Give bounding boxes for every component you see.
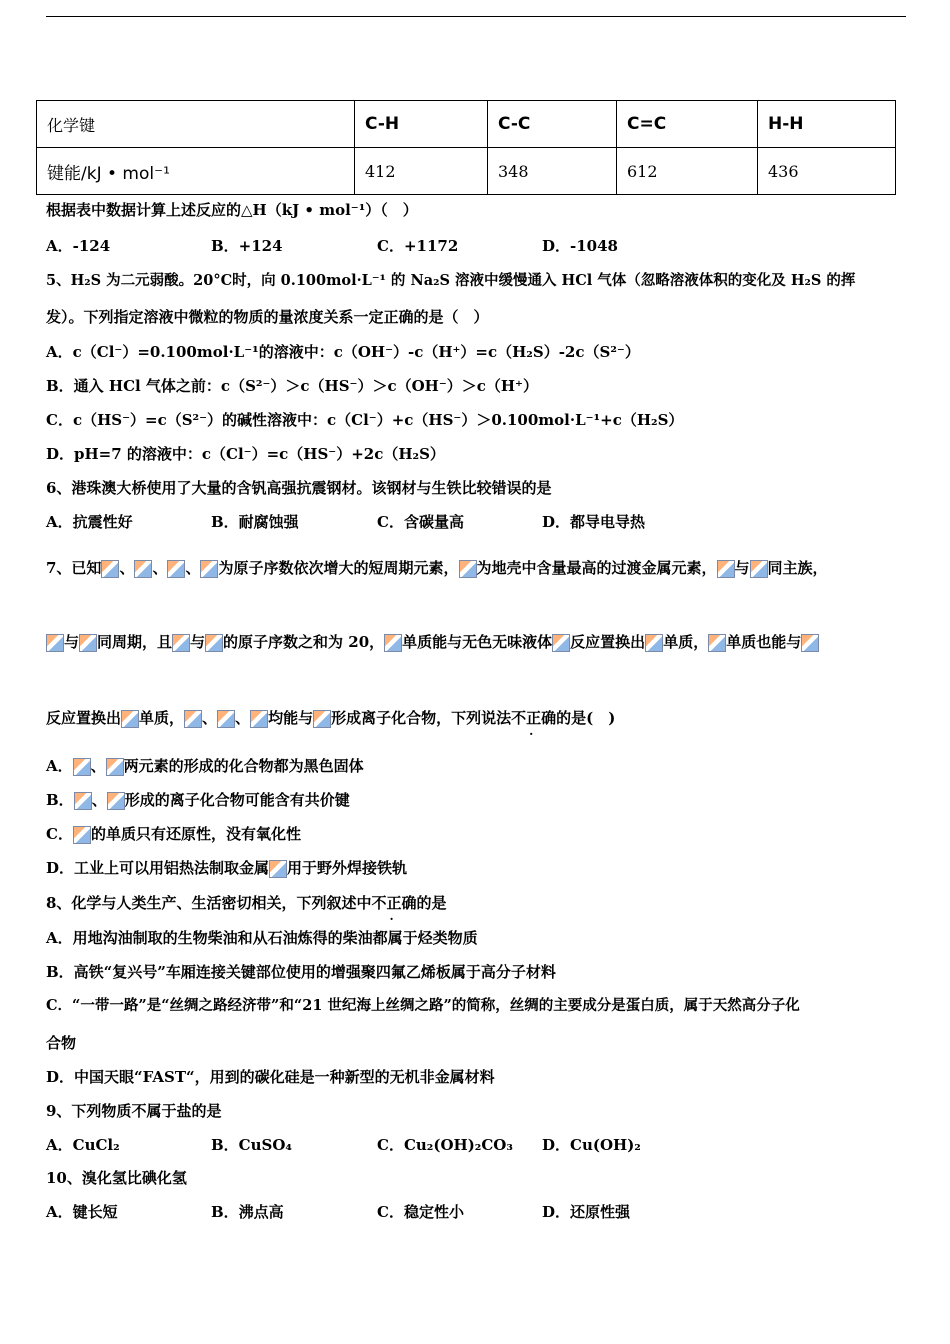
q4-option-d: D．-1048	[542, 237, 618, 255]
broken-image-icon	[134, 560, 152, 578]
q9-option-d: D．Cu(OH)₂	[542, 1136, 641, 1154]
table-cell: 化学键	[37, 101, 355, 148]
broken-image-icon	[552, 634, 570, 652]
broken-image-icon	[750, 560, 768, 578]
q7-text: 、	[90, 757, 106, 775]
broken-image-icon	[106, 758, 124, 776]
broken-image-icon	[708, 634, 726, 652]
table-cell: C=C	[617, 101, 758, 148]
q7-text: 单质也能与	[726, 633, 802, 651]
q8-option-b: B．高铁“复兴号”车厢连接关键部位使用的增强聚四氟乙烯板属于高分子材料	[46, 963, 556, 981]
q7-stem-line3	[46, 708, 615, 728]
q4-option-a: A．-124	[46, 237, 111, 255]
broken-image-icon	[167, 560, 185, 578]
q7-option-b	[46, 790, 350, 810]
table-cell: 412	[355, 148, 488, 195]
q9-option-b: B．CuSO₄	[211, 1136, 292, 1154]
broken-image-icon	[74, 792, 92, 810]
q4-stem: 根据表中数据计算上述反应的△H（kJ • mol⁻¹）（ ）	[46, 201, 418, 219]
q7-text: 反应置换出	[570, 633, 646, 651]
broken-image-icon	[801, 634, 819, 652]
option-label: C．	[46, 825, 73, 843]
q7-text: 反应置换出	[46, 709, 122, 727]
q10-option-d: D．还原性强	[542, 1203, 631, 1221]
q7-text: 单质，	[139, 709, 185, 727]
q7-text: 、	[91, 791, 107, 809]
broken-image-icon	[79, 634, 97, 652]
q10-option-c: C．稳定性小	[377, 1203, 464, 1221]
q7-text: 、	[235, 709, 251, 727]
q7-text: 同周期，且	[97, 633, 173, 651]
q10-stem: 10、溴化氢比碘化氢	[46, 1169, 187, 1187]
q9-stem: 9、下列物质不属于盐的是	[46, 1102, 222, 1120]
q7-stem-line1	[46, 558, 828, 578]
q5-option-d: D．pH=7 的溶液中：c（Cl⁻）=c（HS⁻）+2c（H₂S）	[46, 445, 445, 463]
q8-text: 8、化学与人类生产、生活密切相关，下列叙述中	[46, 894, 372, 912]
q7-text: 与	[190, 633, 206, 651]
q7-text: 、	[185, 559, 201, 577]
q7-text: 、	[202, 709, 218, 727]
q5-option-a: A．c（Cl⁻）=0.100mol·L⁻¹的溶液中：c（OH⁻）-c（H⁺）=c（H₂S）-2c（S²⁻）	[46, 343, 640, 361]
option-text: 用于野外焊接铁轨	[287, 859, 408, 877]
emphasis-text: 不正确	[511, 709, 557, 727]
table-cell: 436	[758, 148, 896, 195]
header-rule	[46, 16, 906, 17]
q4-option-c: C．+1172	[377, 237, 459, 255]
q7-text: 单质，	[663, 633, 709, 651]
q5-option-c: C．c（HS⁻）=c（S²⁻）的碱性溶液中：c（Cl⁻）+c（HS⁻）＞0.100mol·L⁻¹+c（H₂S）	[46, 411, 684, 429]
q5-stem-line2: 发）。下列指定溶液中微粒的物质的量浓度关系一定正确的是（ ）	[46, 308, 489, 326]
q7-text: 为地壳中含量最高的过渡金属元素，	[476, 559, 717, 577]
table-cell: C-C	[488, 101, 617, 148]
broken-image-icon	[46, 634, 64, 652]
q7-text: 与	[734, 559, 750, 577]
q6-option-a: A．抗震性好	[46, 513, 133, 531]
q8-option-d: D．中国天眼“FAST“，用到的碳化硅是一种新型的无机非金属材料	[46, 1068, 495, 1086]
q8-option-a: A．用地沟油制取的生物柴油和从石油炼得的柴油都属于烃类物质	[46, 929, 478, 947]
broken-image-icon	[250, 710, 268, 728]
q9-option-a: A．CuCl₂	[46, 1136, 120, 1154]
broken-image-icon	[200, 560, 218, 578]
q7-text: 均能与	[268, 709, 314, 727]
broken-image-icon	[717, 560, 735, 578]
q9-option-c: C．Cu₂(OH)₂CO₃	[377, 1136, 513, 1154]
q8-text: 的是	[416, 894, 447, 912]
table-header-row	[37, 101, 896, 148]
q7-option-a	[46, 756, 364, 776]
q7-text: 7、已知	[46, 559, 102, 577]
q6-option-c: C．含碳量高	[377, 513, 464, 531]
table-cell: C-H	[355, 101, 488, 148]
broken-image-icon	[107, 792, 125, 810]
table-row	[37, 148, 896, 195]
q8-option-c-line2: 合物	[46, 1034, 77, 1052]
q7-stem-line2	[46, 632, 819, 652]
broken-image-icon	[313, 710, 331, 728]
broken-image-icon	[459, 560, 477, 578]
broken-image-icon	[121, 710, 139, 728]
q7-text: 单质能与无色无味液体	[402, 633, 553, 651]
broken-image-icon	[384, 634, 402, 652]
broken-image-icon	[205, 634, 223, 652]
q5-option-b: B．通入 HCl 气体之前：c（S²⁻）＞c（HS⁻）＞c（OH⁻）＞c（H⁺）	[46, 377, 538, 395]
option-text: 的单质只有还原性，没有氧化性	[90, 825, 301, 843]
table-cell: 612	[617, 148, 758, 195]
broken-image-icon	[269, 860, 287, 878]
q6-option-b: B．耐腐蚀强	[211, 513, 299, 531]
q7-text: 的是( )	[556, 709, 616, 727]
q6-stem: 6、港珠澳大桥使用了大量的含钒高强抗震钢材。该钢材与生铁比较错误的是	[46, 479, 552, 497]
option-label: A．	[46, 757, 73, 775]
q5-stem-line1: 5、H₂S 为二元弱酸。20°C时，向 0.100mol·L⁻¹ 的 Na₂S 溶液中缓慢通入 HCl 气体（忽略溶液体积的变化及 H₂S 的挥	[46, 272, 856, 289]
q7-option-d	[46, 858, 407, 878]
emphasis-text: 不正确	[371, 894, 417, 912]
q7-text: 、	[119, 559, 135, 577]
table-cell: 键能/kJ • mol⁻¹	[37, 148, 355, 195]
option-label: B．	[46, 791, 74, 809]
q7-text: 同主族，	[767, 559, 828, 577]
q7-text: 为原子序数依次增大的短周期元素，	[218, 559, 459, 577]
broken-image-icon	[73, 826, 91, 844]
q4-option-b: B．+124	[211, 237, 283, 255]
broken-image-icon	[217, 710, 235, 728]
q8-option-c-line1: C．“一带一路”是“丝绸之路经济带”和“21 世纪海上丝绸之路”的简称，丝绸的主要成分是蛋白质，属于天然高分子化	[46, 997, 800, 1014]
broken-image-icon	[184, 710, 202, 728]
table-cell: 348	[488, 148, 617, 195]
q6-option-d: D．都导电导热	[542, 513, 646, 531]
q7-text: 形成离子化合物，下列说法	[331, 709, 512, 727]
broken-image-icon	[101, 560, 119, 578]
q7-text: 的原子序数之和为 20，	[223, 633, 385, 651]
q7-option-c	[46, 824, 301, 844]
option-text: 形成的离子化合物可能含有共价键	[124, 791, 350, 809]
q7-text: 与	[64, 633, 80, 651]
broken-image-icon	[645, 634, 663, 652]
q10-option-b: B．沸点高	[211, 1203, 284, 1221]
q10-option-a: A．键长短	[46, 1203, 118, 1221]
broken-image-icon	[172, 634, 190, 652]
bond-energy-table	[36, 100, 896, 195]
broken-image-icon	[73, 758, 91, 776]
option-text: 两元素的形成的化合物都为黑色固体	[123, 757, 364, 775]
q8-stem	[46, 893, 446, 913]
q7-text: 、	[152, 559, 168, 577]
table-cell: H-H	[758, 101, 896, 148]
option-label: D．工业上可以用铝热法制取金属	[46, 859, 270, 877]
